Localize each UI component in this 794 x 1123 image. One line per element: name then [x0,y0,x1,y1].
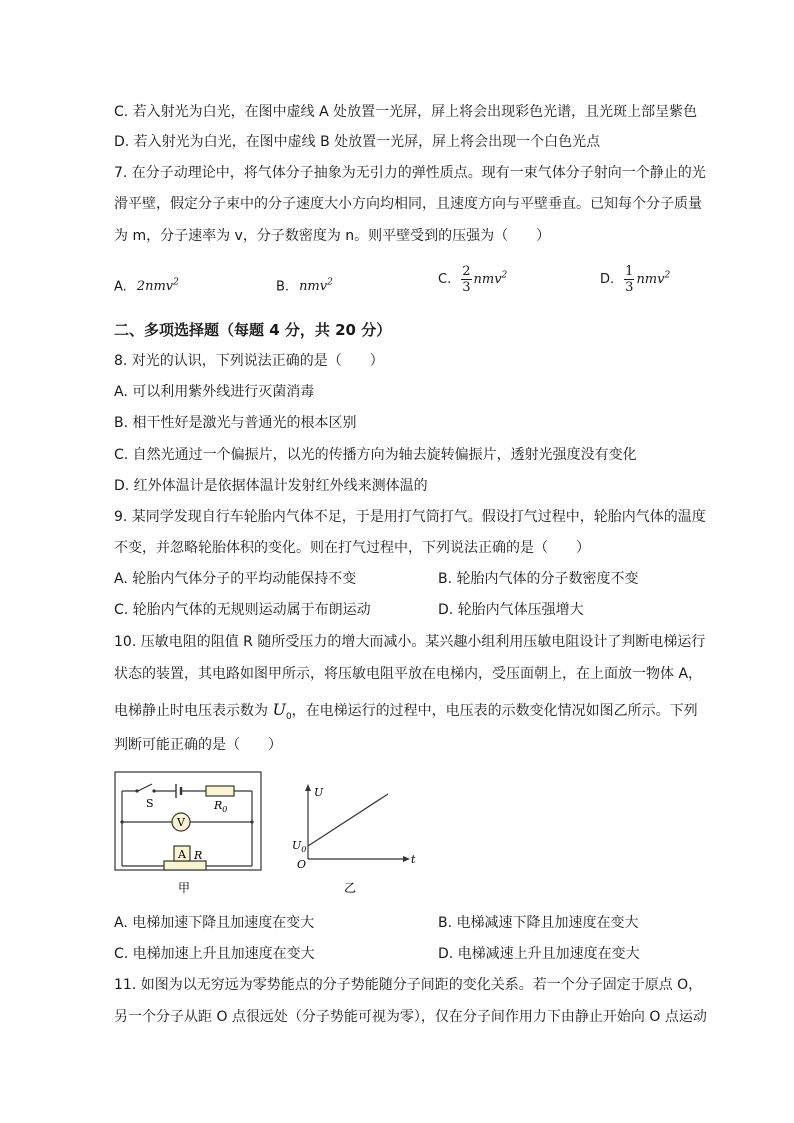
q6-option-d: D. 若入射光为白光，在图中虚线 B 处放置一光屏，屏上将会出现一个白色光点 [114,134,601,150]
figure-caption: 甲 [178,881,191,895]
math-expression: nmv [299,279,328,295]
r0-label: $R_0$ [214,799,228,814]
y-axis-label: U [314,786,324,799]
section-heading: 二、多项选择题（每题 4 分，共 20 分） [114,321,392,339]
q10-stem-line2: 状态的装置，其电路如图甲所示，将压敏电阻平放在电梯内，受压面朝上，在上面放一物体 A， [114,666,703,682]
option-label: D. [600,272,615,287]
q10-option-b: B. 电梯减速下降且加速度在变大 [438,915,639,931]
fraction: $\frac{1}{3}$ [625,264,634,295]
q9-option-b: B. 轮胎内气体的分子数密度不变 [438,571,639,587]
q8-option-a: A. 可以利用紫外线进行灭菌消毒 [114,384,315,400]
voltage-time-graph [288,782,420,900]
pressure-sensor [164,861,206,870]
q10-stem-line3: 电梯静止时电压表示数为 $U_0$，在电梯运行的过程中，电压表的示数变化情况如图乙所示。下列 [114,700,698,722]
q8-option-c: C. 自然光通过一个偏振片，以光的传播方向为轴去旋转偏振片，透射光强度没有变化 [114,447,637,463]
q8-option-d: D. 红外体温计是依据体温计发射红外线来测体温的 [114,478,428,494]
q10-option-d: D. 电梯减速上升且加速度在变大 [438,946,640,962]
q11-stem-line2: 另一个分子从距 O 点很远处（分子势能可视为零），仅在分子间作用力下由静止开始向 O 点运动 [114,1009,707,1025]
option-label: C. [438,272,452,287]
q7-option-c: C. $\frac{2}{3}$ nmv$^2$ [438,264,508,295]
q7-option-d: D. $\frac{1}{3}$ nmv$^2$ [600,264,671,295]
q10-stem-line1: 10. 压敏电阻的阻值 R 随所受压力的增大而减小。某兴趣小组利用压敏电阻设计了判断电梯运行 [114,634,706,650]
math-expression: nmv [145,279,174,295]
option-label: B. [276,279,290,295]
q6-option-c: C. 若入射光为白光，在图中虚线 A 处放置一光屏，屏上将会出现彩色光谱，且光斑上部呈紫色 [114,104,698,120]
q9-stem-line2: 不变，并忽略轮胎体积的变化。则在打气过程中，下列说法正确的是（ ） [114,540,590,556]
q10-option-a: A. 电梯加速下降且加速度在变大 [114,915,315,931]
q7-option-b: B. nmv$^2$ [276,278,333,295]
x-axis-label: t [411,853,416,866]
resistor-r0 [206,786,234,796]
figure-caption: 乙 [344,881,357,895]
option-label: A. [114,279,127,295]
sensor-label: R [194,849,203,862]
y-axis-arrow [305,784,311,791]
q9-option-c: C. 轮胎内气体的无规则运动属于布朗运动 [114,602,371,618]
x-axis-arrow [403,856,410,862]
q7-option-a: A. 2nmv$^2$ [114,278,179,295]
math-expression: nmv [473,272,502,287]
q7-stem-line3: 为 m，分子速率为 v，分子数密度为 n。则平壁受到的压强为（ ） [114,228,551,244]
switch-icon [138,784,152,791]
q10-option-c: C. 电梯加速上升且加速度在变大 [114,946,315,962]
voltmeter-label: V [177,816,185,829]
q10-stem-line4: 判断可能正确的是（ ） [114,737,282,753]
q7-stem-line1: 7. 在分子动理论中，将气体分子抽象为无引力的弹性质点。现有一束气体分子射向一个静止的光 [114,165,706,181]
q9-option-a: A. 轮胎内气体分子的平均动能保持不变 [114,571,357,587]
voltage-symbol: U [272,700,286,719]
origin-label: O [297,858,307,871]
q8-option-b: B. 相干性好是激光与普通光的根本区别 [114,415,357,431]
q9-option-d: D. 轮胎内气体压强增大 [438,602,584,618]
circuit-diagram [112,770,264,900]
block-label: A [178,848,186,861]
u-t-line [308,794,388,846]
q11-stem-line1: 11. 如图为以无穷远为零势能点的分子势能随分子间距的变化关系。若一个分子固定于原点 O， [114,977,703,993]
q8-stem: 8. 对光的认识，下列说法正确的是（ ） [114,353,384,369]
q7-stem-line2: 滑平壁，假定分子束中的分子速度大小方向均相同，且速度方向与平壁垂直。已知每个分子质量 [114,196,702,212]
intercept-label: $U_0$ [292,839,307,854]
switch-label: S [146,797,154,810]
math-expression: nmv [636,272,665,287]
fraction: $\frac{2}{3}$ [462,264,471,295]
q9-stem-line1: 9. 某同学发现自行车轮胎内气体不足，于是用打气筒打气。假设打气过程中，轮胎内气体的温度 [114,509,706,525]
